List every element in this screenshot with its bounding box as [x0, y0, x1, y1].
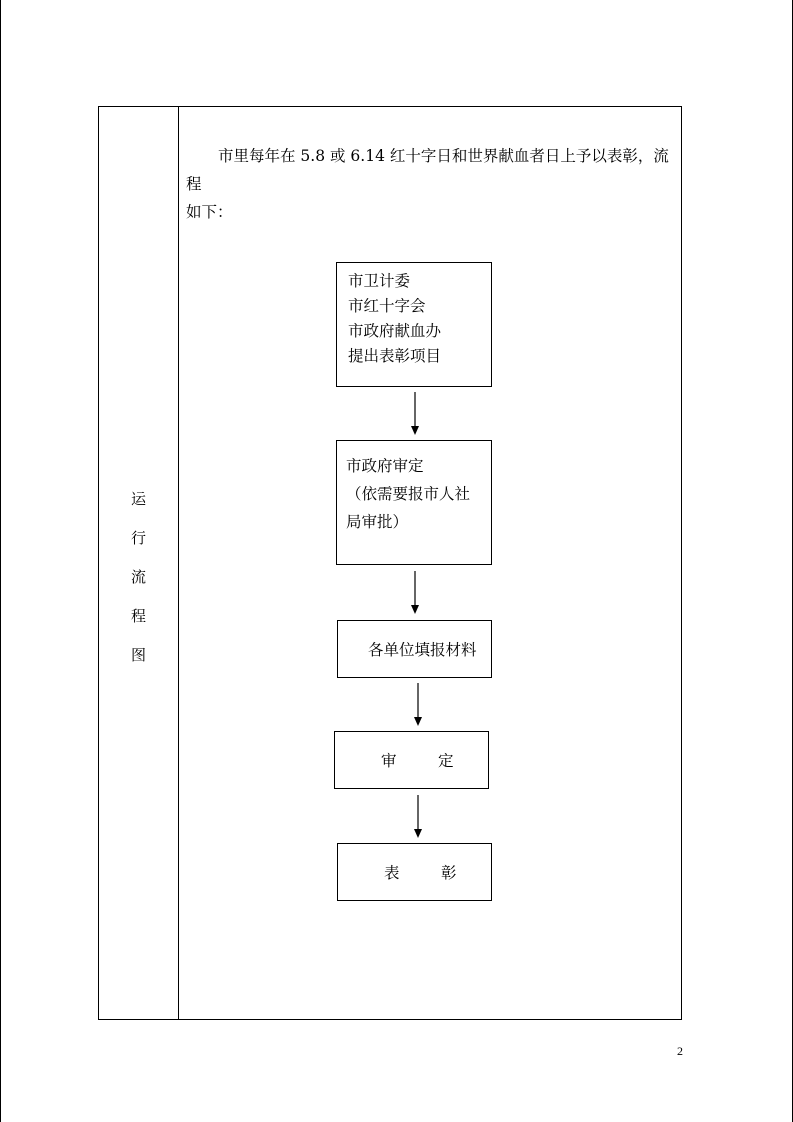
- page-edge-left: [0, 0, 1, 1122]
- flow-step-text: 定: [438, 752, 454, 770]
- flow-step-propose: [336, 262, 492, 387]
- flow-step-review: [334, 731, 489, 789]
- intro-line-2: 如下：: [186, 203, 233, 221]
- intro-paragraph: [186, 142, 676, 226]
- row-label-char: 行: [130, 529, 146, 547]
- row-label-char: 程: [130, 607, 146, 625]
- flow-step-text: 市政府献血办: [348, 322, 442, 340]
- flow-step-text: 局审批）: [346, 513, 409, 531]
- flow-step-text: 审: [381, 752, 397, 770]
- flow-arrow: [410, 571, 420, 615]
- flow-step-text: 市政府审定: [346, 457, 424, 475]
- flow-step-text: 彰: [441, 864, 457, 882]
- row-label-char: 运: [130, 490, 146, 508]
- row-label-char: 图: [130, 646, 146, 664]
- flow-step-text: 市红十字会: [348, 297, 426, 315]
- flow-arrow: [413, 795, 423, 839]
- intro-line-1: 市里每年在 5.8 或 6.14 红十字日和世界献血者日上予以表彰，流程: [186, 147, 669, 193]
- flow-arrow: [410, 392, 420, 436]
- row-label-char: 流: [130, 568, 146, 586]
- flow-step-commend: [337, 843, 492, 901]
- row-label-operation-flowchart: [99, 480, 178, 675]
- page-number: 2: [677, 1044, 683, 1058]
- flow-step-text: 提出表彰项目: [348, 347, 442, 365]
- table-column-divider: [178, 106, 179, 1020]
- flow-step-submit-materials: [337, 620, 492, 678]
- flow-step-text: 市卫计委: [348, 272, 411, 290]
- flow-step-text: 各单位填报材料: [368, 641, 477, 659]
- flow-arrow: [413, 683, 423, 727]
- flow-step-gov-review: [336, 440, 492, 565]
- flow-step-text: 表: [384, 864, 400, 882]
- flow-step-text: （依需要报市人社: [346, 485, 471, 503]
